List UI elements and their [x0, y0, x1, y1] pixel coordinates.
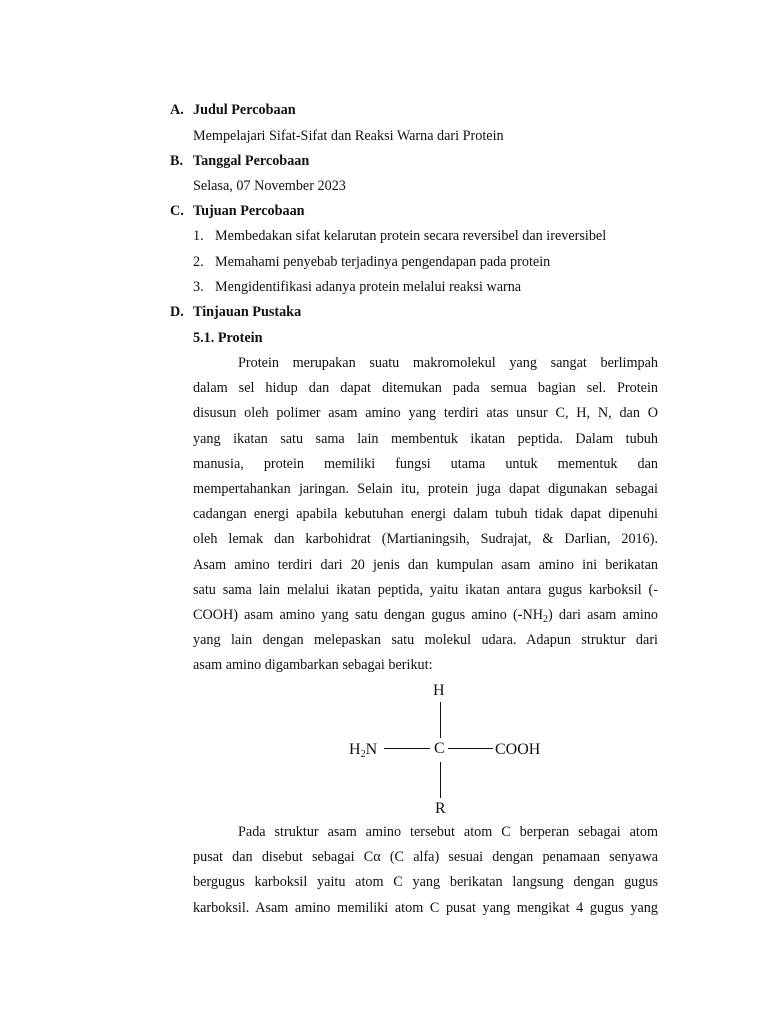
group-r: R [435, 800, 446, 817]
paragraph-line: pusat dan disebut sebagai Cα (C alfa) sesuai dengan penamaan senyawa [193, 849, 658, 866]
bond-left [384, 748, 430, 749]
paragraph-line: karboksil. Asam amino memiliki atom C pusat yang mengikat 4 gugus yang [193, 899, 658, 916]
paragraph-line: manusia, protein memiliki fungsi utama untuk mementuk dan [193, 455, 658, 472]
section-b-heading [170, 153, 309, 170]
section-b-body: Selasa, 07 November 2023 [193, 178, 346, 194]
list-item-number: 3. [193, 279, 204, 295]
atom-center-c: C [434, 740, 445, 757]
list-item-text: Membedakan sifat kelarutan protein secara reversibel dan ireversibel [215, 228, 607, 244]
paragraph-line: satu sama lain melalui ikatan peptida, yaitu ikatan antara gugus karboksil (- [193, 581, 658, 598]
paragraph-line-head: COOH) asam amino yang satu dengan gugus amino (-NH [193, 606, 543, 623]
section-d-title: Tinjauan Pustaka [193, 304, 302, 320]
section-b-title: Tanggal Percobaan [193, 153, 310, 169]
bond-right [448, 748, 493, 749]
list-item-number: 1. [193, 228, 204, 244]
paragraph-line: disusun oleh polimer asam amino yang terdiri atas unsur C, H, N, dan O [193, 405, 658, 422]
list-item [193, 279, 521, 296]
section-c-letter: C. [170, 203, 184, 219]
paragraph-line: Asam amino terdiri dari 20 jenis dan kumpulan asam amino ini berikatan [193, 556, 658, 573]
paragraph-line-with-subscript [193, 603, 658, 628]
section-a-letter: A. [170, 102, 184, 118]
list-item-number: 2. [193, 254, 204, 270]
section-c-heading [170, 203, 305, 220]
paragraph-line: asam amino digambarkan sebagai berikut: [193, 657, 433, 674]
paragraph-line: oleh lemak dan karbohidrat (Martianingsih, Sudrajat, & Darlian, 2016). [193, 531, 658, 548]
section-a-body: Mempelajari Sifat-Sifat dan Reaksi Warna dari Protein [193, 128, 504, 144]
bond-top [440, 702, 441, 738]
section-a-title: Judul Percobaan [193, 102, 296, 118]
paragraph-line: mempertahankan jaringan. Selain itu, protein juga dapat digunakan sebagai [193, 480, 658, 497]
paragraph-line: cadangan energi apabila kebutuhan energi dalam tubuh tidak dapat dipenuhi [193, 506, 658, 523]
list-item-text: Memahami penyebab terjadinya pengendapan pada protein [215, 254, 551, 270]
subscript: 2 [542, 613, 548, 625]
subsection-title: 5.1. Protein [193, 330, 263, 346]
bond-bottom [440, 762, 441, 798]
paragraph-line: bergugus karboksil yaitu atom C yang berikatan langsung dengan gugus [193, 874, 658, 891]
paragraph-1 [193, 351, 658, 678]
paragraph-2 [193, 820, 658, 921]
list-item-text: Mengidentifikasi adanya protein melalui reaksi warna [215, 279, 522, 295]
list-item [193, 228, 606, 245]
atom-top-h: H [433, 682, 445, 699]
group-amino: $H_2N$ [349, 741, 378, 760]
paragraph-line: yang lain dengan melepaskan satu molekul udara. Adapun struktur dari [193, 632, 658, 649]
section-c-title: Tujuan Percobaan [193, 203, 305, 219]
paragraph-line: Pada struktur asam amino tersebut atom C berperan sebagai atom [238, 824, 658, 840]
paragraph-line: yang ikatan satu sama lain membentuk ikatan peptida. Dalam tubuh [193, 430, 658, 447]
section-d-letter: D. [170, 304, 184, 320]
section-b-letter: B. [170, 153, 184, 169]
section-d-heading [170, 304, 301, 321]
section-a-heading [170, 102, 296, 119]
paragraph-line: dalam sel hidup dan dapat ditemukan pada semua bagian sel. Protein [193, 380, 658, 397]
group-carboxyl: COOH [495, 741, 541, 758]
list-item [193, 254, 550, 271]
paragraph-line: Protein merupakan suatu makromolekul yang sangat berlimpah [238, 355, 658, 371]
paragraph-line-tail: ) dari asam amino [547, 606, 658, 623]
